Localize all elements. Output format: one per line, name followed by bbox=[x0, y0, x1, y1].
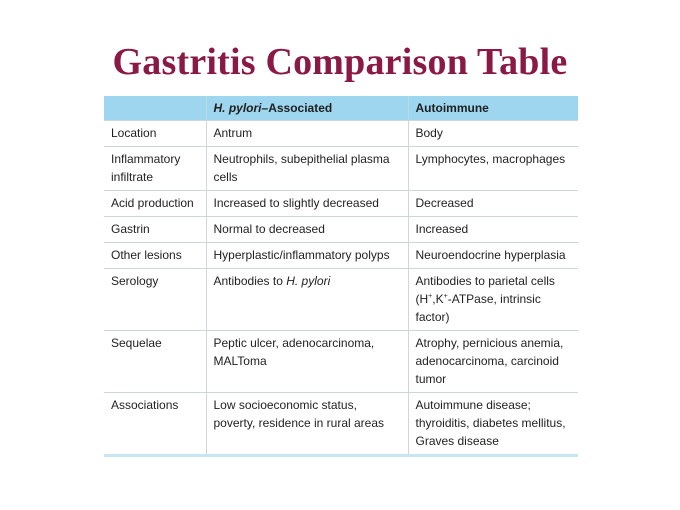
table-row bbox=[104, 217, 578, 243]
comparison-table bbox=[104, 96, 578, 457]
hpylori-cell: Neutrophils, subepithelial plasma cells bbox=[206, 147, 408, 191]
table-row bbox=[104, 269, 578, 331]
autoimmune-serology-post: -ATPase, intrinsic factor) bbox=[415, 292, 541, 324]
hpylori-cell: Hyperplastic/inflammatory polyps bbox=[206, 243, 408, 269]
hpylori-cell: Low socioeconomic status, poverty, residence in rural areas bbox=[206, 393, 408, 456]
row-label: Serology bbox=[104, 269, 206, 331]
table-row bbox=[104, 191, 578, 217]
autoimmune-cell: Body bbox=[408, 121, 578, 147]
header-hpylori-rest: –Associated bbox=[261, 101, 333, 115]
table-row bbox=[104, 331, 578, 393]
table-row bbox=[104, 147, 578, 191]
comparison-table-container bbox=[104, 96, 578, 457]
superscript-plus: + bbox=[443, 293, 448, 300]
header-hpylori-italic: H. pylori bbox=[213, 101, 262, 115]
header-autoimmune: Autoimmune bbox=[408, 96, 578, 121]
hpylori-cell: Increased to slightly decreased bbox=[206, 191, 408, 217]
hpylori-cell: Normal to decreased bbox=[206, 217, 408, 243]
hpylori-cell: Peptic ulcer, adenocarcinoma, MALToma bbox=[206, 331, 408, 393]
header-hpylori bbox=[206, 96, 408, 121]
autoimmune-cell: Autoimmune disease; thyroiditis, diabetes mellitus, Graves disease bbox=[408, 393, 578, 456]
autoimmune-cell: Atrophy, pernicious anemia, adenocarcinoma, carcinoid tumor bbox=[408, 331, 578, 393]
table-row bbox=[104, 393, 578, 456]
row-label: Acid production bbox=[104, 191, 206, 217]
table-row bbox=[104, 243, 578, 269]
hpylori-serology-italic: H. pylori bbox=[286, 274, 331, 288]
row-label: Gastrin bbox=[104, 217, 206, 243]
superscript-plus: + bbox=[428, 293, 433, 300]
table-header-row bbox=[104, 96, 578, 121]
autoimmune-cell: Lymphocytes, macrophages bbox=[408, 147, 578, 191]
row-label: Other lesions bbox=[104, 243, 206, 269]
hpylori-cell: Antrum bbox=[206, 121, 408, 147]
hpylori-serology-prefix: Antibodies to bbox=[213, 274, 287, 288]
autoimmune-cell: Increased bbox=[408, 217, 578, 243]
row-label: Sequelae bbox=[104, 331, 206, 393]
autoimmune-serology-pre: Antibodies to parietal cells (H bbox=[415, 274, 555, 306]
autoimmune-serology-mid: ,K bbox=[432, 292, 444, 306]
autoimmune-cell: Neuroendocrine hyperplasia bbox=[408, 243, 578, 269]
header-feature bbox=[104, 96, 206, 121]
hpylori-cell bbox=[206, 269, 408, 331]
autoimmune-cell bbox=[408, 269, 578, 331]
row-label: Associations bbox=[104, 393, 206, 456]
autoimmune-cell: Decreased bbox=[408, 191, 578, 217]
row-label: Inflammatory infiltrate bbox=[104, 147, 206, 191]
page-title: Gastritis Comparison Table bbox=[112, 41, 568, 83]
table-row bbox=[104, 121, 578, 147]
row-label: Location bbox=[104, 121, 206, 147]
